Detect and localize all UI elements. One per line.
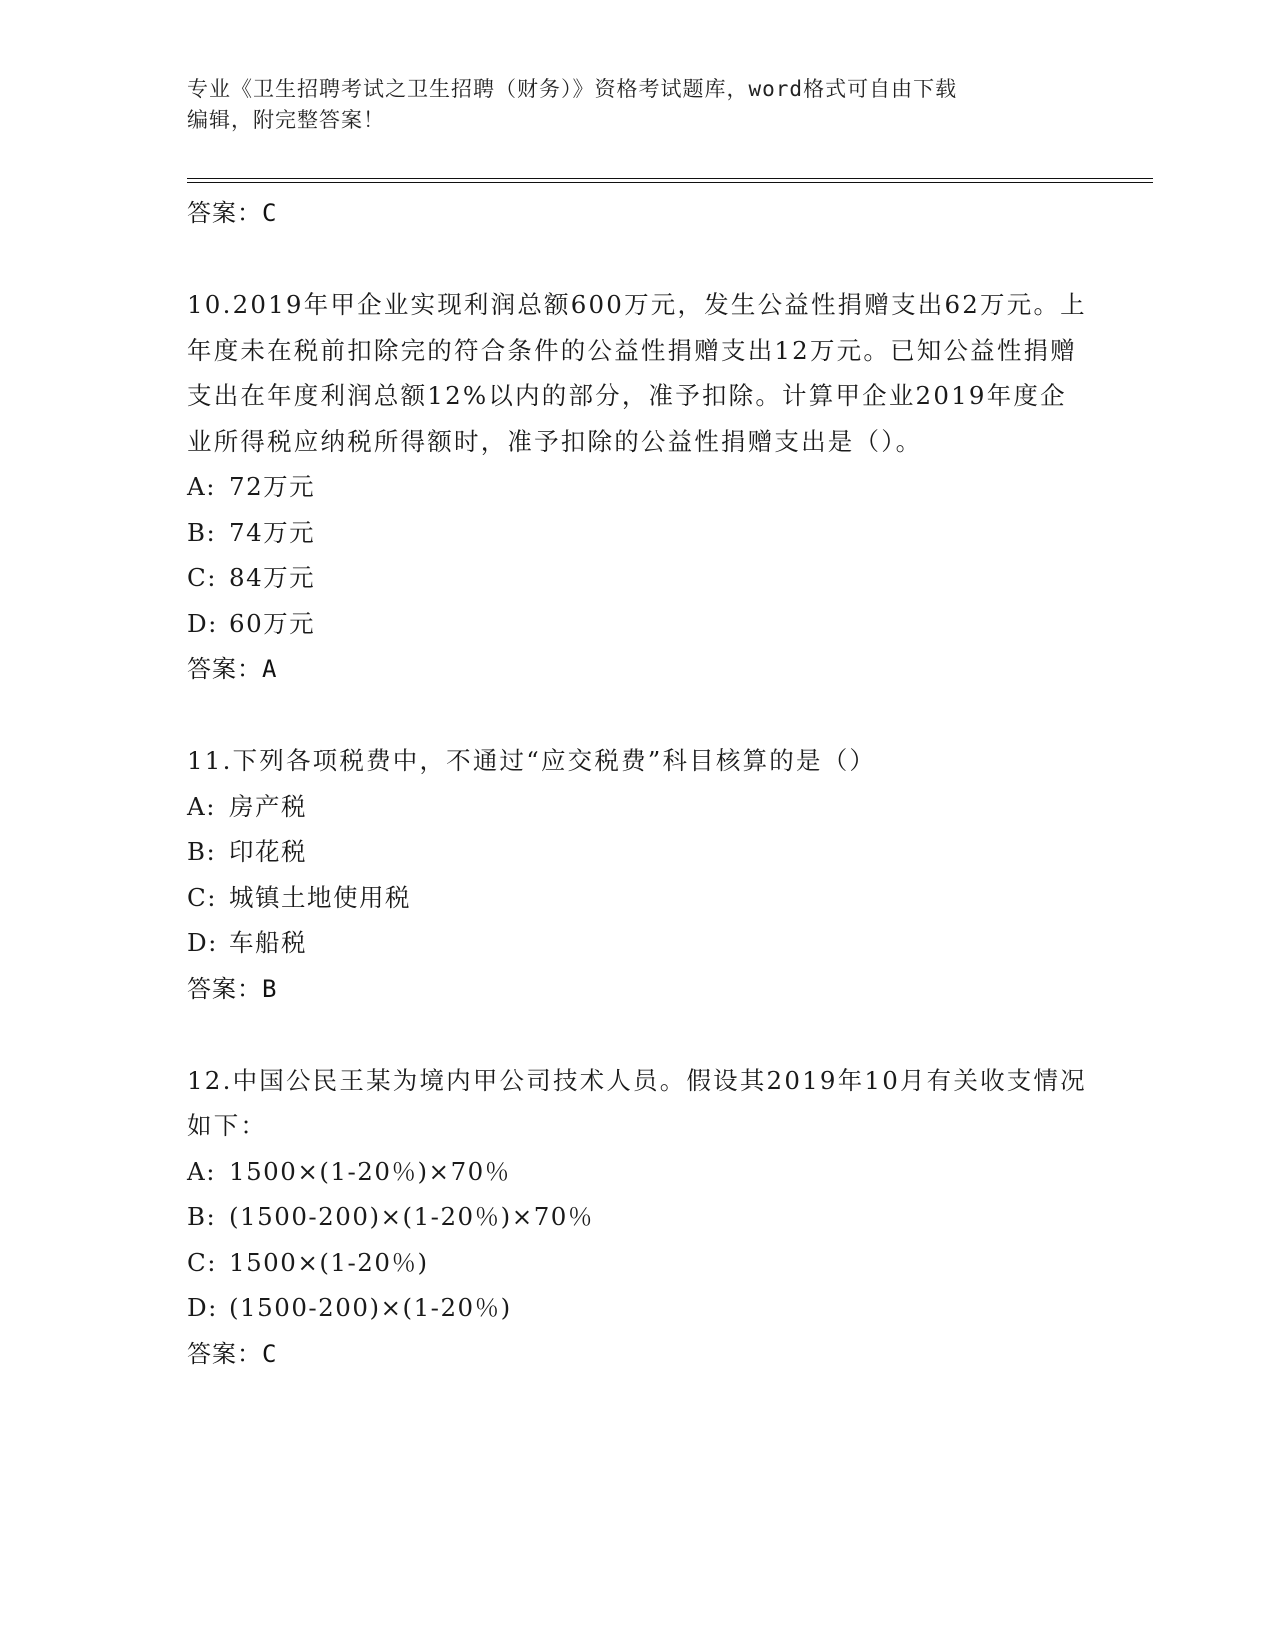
- option-text: 车船税: [229, 928, 307, 957]
- option-key: C:: [187, 1247, 218, 1277]
- question-11-text: 11.下列各项税费中，不通过“应交税费”科目核算的是（）: [187, 746, 877, 775]
- option-key: A:: [187, 472, 216, 501]
- spacer: [187, 236, 1087, 282]
- question-10-text: 10.2019年甲企业实现利润总额600万元，发生公益性捐赠支出62万元。上年度未在税前扣除完的符合条件的公益性捐赠支出12万元。已知公益性捐赠支出在年度利润总额12%以内的部分，准予扣除。计算甲企业2019年度企业所得税应纳税所得额时，准予扣除的公益性捐赠支出是（）。: [187, 290, 1087, 456]
- option-text: 74万元: [229, 517, 316, 547]
- option-text: 印花税: [229, 837, 307, 866]
- question-12-option-c: [187, 1240, 1087, 1286]
- question-12-answer: 答案：C: [187, 1339, 278, 1368]
- question-12-option-a: [187, 1149, 1087, 1195]
- header-divider-top: [187, 178, 1153, 179]
- question-10-option-c: [187, 555, 1087, 601]
- header-divider-bottom: [187, 182, 1153, 183]
- question-12-option-d: [187, 1285, 1087, 1331]
- question-11-answer: 答案：B: [187, 974, 278, 1003]
- option-key: B:: [187, 837, 217, 866]
- option-key: C:: [187, 882, 218, 912]
- question-10-option-b: [187, 510, 1087, 556]
- option-key: A:: [187, 1156, 216, 1186]
- header-line-2: 编辑，附完整答案！: [187, 108, 385, 132]
- question-12-option-b: [187, 1194, 1087, 1240]
- question-10-answer: 答案：A: [187, 655, 278, 683]
- question-11-option-d: [187, 920, 1087, 966]
- document-header: [187, 74, 1067, 136]
- question-10-option-d: [187, 601, 1087, 647]
- spacer: [187, 1012, 1087, 1058]
- question-content: [187, 190, 1087, 1377]
- option-text: 72万元: [229, 472, 316, 501]
- option-text: (1500-200)×(1-20％): [229, 1293, 512, 1322]
- option-text: 房产税: [229, 791, 307, 821]
- question-11-option-a: [187, 784, 1087, 830]
- option-text: (1500-200)×(1-20％)×70％: [229, 1202, 594, 1231]
- spacer: [187, 692, 1087, 738]
- question-11-option-b: [187, 829, 1087, 875]
- option-key: D:: [187, 1293, 218, 1322]
- option-text: 城镇土地使用税: [229, 882, 411, 912]
- option-key: B:: [187, 517, 217, 547]
- question-10-option-a: [187, 464, 1087, 510]
- option-key: C:: [187, 563, 218, 592]
- option-text: 84万元: [229, 563, 316, 592]
- option-text: 1500×(1-20％)×70％: [229, 1156, 511, 1186]
- question-11-option-c: [187, 875, 1087, 921]
- option-key: D:: [187, 928, 218, 957]
- question-12-text: 12.中国公民王某为境内甲公司技术人员。假设其2019年10月有关收支情况如下：: [187, 1065, 1087, 1140]
- previous-answer: 答案：C: [187, 199, 278, 227]
- option-key: B:: [187, 1202, 217, 1231]
- option-text: 1500×(1-20％): [229, 1247, 429, 1277]
- option-key: A:: [187, 791, 216, 821]
- option-text: 60万元: [229, 608, 316, 638]
- header-line-1: 专业《卫生招聘考试之卫生招聘（财务）》资格考试题库，word格式可自由下载: [187, 77, 958, 101]
- option-key: D:: [187, 608, 218, 638]
